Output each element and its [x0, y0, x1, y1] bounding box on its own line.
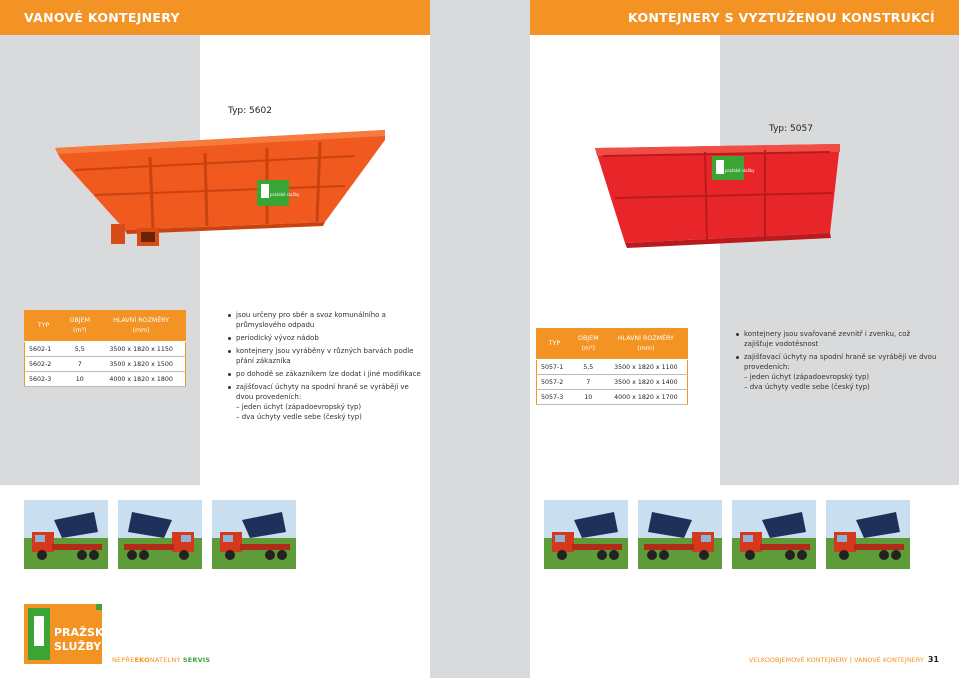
- list-item: zajišťovací úchyty na spodní hraně se vyrábějí ve dvou provedeních: – jeden úchyt (západoevropský typ) – dva úchyty vedle sebe (český typ): [736, 352, 941, 392]
- right-col-typ: TYP: [537, 329, 572, 360]
- sub-item: – jeden úchyt (západoevropský typ): [236, 403, 362, 411]
- right-type-label: Typ: 5057: [769, 124, 813, 134]
- list-item: kontejnery jsou vyráběny v různých barvách podle přání zákazníka: [228, 346, 428, 366]
- truck-photo: [118, 500, 202, 569]
- table-cell: 5057-3: [537, 390, 572, 405]
- svg-text:SLUŽBY: SLUŽBY: [54, 640, 102, 653]
- table-cell: 4000 x 1820 x 1800: [97, 372, 185, 387]
- right-header: KONTEJNERY S VYZTUŽENOU KONSTRUKCÍ: [530, 0, 959, 35]
- page-number: 31: [927, 655, 939, 664]
- table-row: [25, 342, 186, 357]
- orange-sticker-text: pražské služby: [270, 192, 300, 197]
- table-cell: 3500 x 1820 x 1400: [605, 375, 688, 390]
- left-spec-table: [24, 310, 186, 387]
- left-header: VANOVÉ KONTEJNERY: [0, 0, 430, 35]
- table-row: [25, 372, 186, 387]
- list-item: po dohodě se zákazníkem lze dodat i jiné modifikace: [228, 369, 428, 379]
- table-cell: 5057-1: [537, 360, 572, 375]
- right-col-rozmery: HLAVNÍ ROZMĚRY (mm): [605, 329, 688, 360]
- left-col-typ: TYP: [25, 311, 63, 342]
- list-item: kontejnery jsou svařované zevnitř i zvenku, což zajišťuje vodotěsnost: [736, 329, 941, 349]
- prazske-sluzby-logo: [24, 604, 111, 664]
- red-sticker-text: pražské služby: [725, 168, 755, 173]
- right-feature-list: [736, 329, 941, 395]
- footer-right: VELKOOBJEMOVÉ KONTEJNERY | VANOVÉ KONTEJNERY 31: [748, 655, 939, 664]
- footer-slogan: NEPŘEEKONATELNÝ SERVIS: [112, 656, 211, 664]
- table-cell: 3500 x 1820 x 1100: [605, 360, 688, 375]
- sub-item: – dva úchyty vedle sebe (český typ): [236, 413, 362, 421]
- table-row: [25, 357, 186, 372]
- truck-photo: [732, 500, 816, 569]
- truck-photo: [212, 500, 296, 569]
- list-item: periodický vývoz nádob: [228, 333, 428, 343]
- sub-item: – jeden úchyt (západoevropský typ): [744, 373, 870, 381]
- left-col-objem: OBJEM (m³): [62, 311, 97, 342]
- truck-photo: [638, 500, 722, 569]
- table-row: [537, 375, 688, 390]
- right-spec-table: [536, 328, 688, 405]
- orange-container-image: [55, 120, 385, 260]
- sub-item: – dva úchyty vedle sebe (český typ): [744, 383, 870, 391]
- table-cell: 5,5: [572, 360, 605, 375]
- table-row: [537, 360, 688, 375]
- table-cell: 3500 x 1820 x 1150: [97, 342, 185, 357]
- table-cell: 3500 x 1820 x 1500: [97, 357, 185, 372]
- table-cell: 7: [62, 357, 97, 372]
- table-cell: 4000 x 1820 x 1700: [605, 390, 688, 405]
- table-cell: 5602-2: [25, 357, 63, 372]
- left-type-label: Typ: 5602: [228, 106, 272, 116]
- table-cell: 5602-1: [25, 342, 63, 357]
- table-cell: 5057-2: [537, 375, 572, 390]
- list-item: jsou určeny pro sběr a svoz komunálního a průmyslového odpadu: [228, 310, 428, 330]
- table-cell: 10: [62, 372, 97, 387]
- table-cell: 7: [572, 375, 605, 390]
- page-spine: [430, 0, 530, 678]
- truck-photo: [544, 500, 628, 569]
- right-col-objem: OBJEM (m³): [572, 329, 605, 360]
- left-feature-list: [228, 310, 428, 425]
- table-cell: 5,5: [62, 342, 97, 357]
- truck-photo: [24, 500, 108, 569]
- table-cell: 5602-3: [25, 372, 63, 387]
- table-cell: 10: [572, 390, 605, 405]
- list-item: zajišťovací úchyty na spodní hraně se vyrábějí ve dvou provedeních: – jeden úchyt (západoevropský typ) – dva úchyty vedle sebe (český typ): [228, 382, 428, 422]
- left-col-rozmery: HLAVNÍ ROZMĚRY (mm): [97, 311, 185, 342]
- truck-photo: [826, 500, 910, 569]
- red-container-image: [595, 138, 840, 253]
- table-row: [537, 390, 688, 405]
- svg-text:PRAŽSKÉ: PRAŽSKÉ: [54, 626, 111, 639]
